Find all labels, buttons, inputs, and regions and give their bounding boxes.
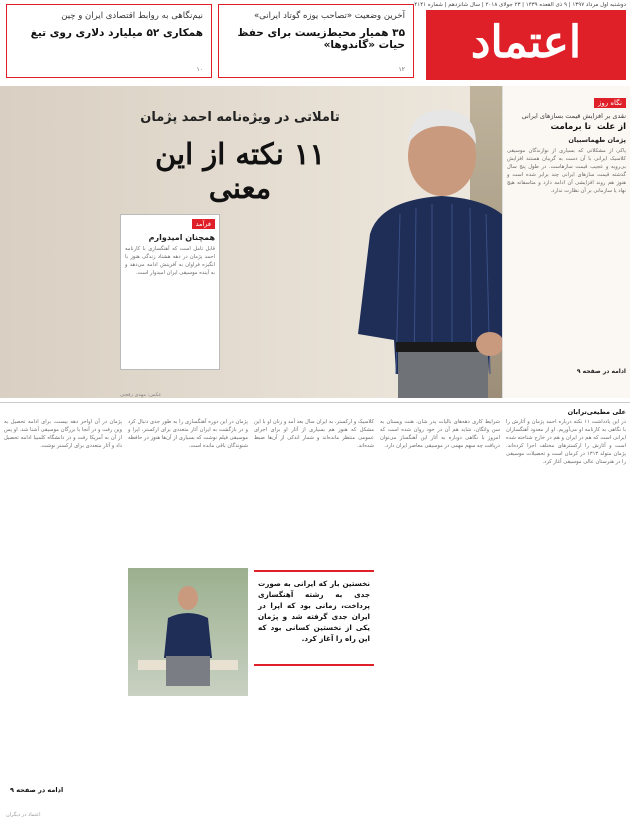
continued-link[interactable]: ادامه در صفحه ۹: [10, 786, 64, 794]
box-tag: فرآمد: [192, 219, 215, 229]
lead-headline-block: [120, 110, 360, 205]
box-title[interactable]: همچنان امیدوارم: [148, 233, 215, 242]
box-body: قابل تامل است که آهنگسازی با کارنامه احمد پژمان در دهه هشتاد زندگی هنوز با انگیزه فراوان به آفرینش ادامه می‌دهد و به آینده موسیقی ایران امیدوار است.: [125, 246, 215, 276]
sidebar-subtitle: نقدی بر افزایش قیمت بسازهای ایرانی: [521, 112, 626, 120]
promo-title[interactable]: ۳۵ همیار محیط‌زیست برای حفظ حیات «گاندوها»: [237, 27, 405, 51]
lead-subtitle: تاملاتی در ویژه‌نامه احمد پژمان: [140, 110, 340, 125]
sidebar-title[interactable]: از علت‌ ‌ ‌تا برمامت: [550, 122, 626, 133]
article-column-2: شرایط کاری دهه‌های بالیات پدر شان، هنت ویستان‌ به‌ سن ‌واتگان، شاید هم آن در خود روان شده است که امروز با نگاهی دوباره به آثار این آهنگساز می‌توان دریافت چه سهم مهمی در موسیقی معاصر ایران دارد.: [380, 419, 500, 449]
article-column-4: پژمان در این دوره آهنگسازی را به طور جدی دنبال کرد و در بازگشت به ایران آثار متعددی برای ارکستر، اپرا و موسیقی فیلم نوشت که بسیاری از آن‌ها هنوز در حافظه شنوندگان باقی مانده است.: [128, 419, 248, 449]
promo-page: ۱۲: [398, 66, 405, 73]
promo-page: ۱۰: [196, 66, 203, 73]
interview-box: [120, 214, 220, 370]
promo-subtitle: آخرین وضعیت «تصاحب یوزه گوتاد ایرانی»: [253, 11, 405, 21]
photo-credit: عکس: مهدی رفعتی: [120, 392, 162, 398]
secondary-photo: [128, 568, 248, 696]
article-author: علی مطیعی‌ترابان: [567, 408, 626, 416]
newspaper-logo[interactable]: اعتماد: [426, 10, 626, 80]
article-column-1: در این یادداشت ۱۱ نکته درباره احمد پژمان و آثارش را با نگاهی به کارنامه او می‌آوریم. او از معدود آهنگسازان ایرانی است که هم در ایران و هم در خارج شناخته شده است و آثارش را ارکسترهای مختلف اجرا کرده‌اند. پژمان متولد ۱۳۱۳ در کرمان است و تحصیلات موسیقی را در هنرستان عالی موسیقی آغاز کرد.: [506, 419, 627, 465]
promo-subtitle: نیم‌نگاهی به روابط اقتصادی ایران و چین: [61, 11, 203, 21]
divider: [0, 402, 630, 403]
article-column-5: پژمان در آن اواخر دهه بیست، برای ادامه تحصیل به وین رفت و در آنجا با بزرگان موسیقی آشنا شد. او پس از آن به آمریکا رفت و در دانشگاه کلمبیا ادامه تحصیل داد و آثار متعددی برای ارکستر نوشت.: [4, 419, 122, 449]
footer: اعتماد در دیگران: [6, 812, 41, 818]
sidebar-author: پژمان طهماسبیان: [568, 136, 626, 145]
promo-box-economy[interactable]: [6, 4, 212, 78]
opinion-sidebar: [502, 86, 630, 398]
pull-quote: نخستین بار که ایرانی به صورت جدی به رشته آهنگسازی پرداخت، زمانی بود که اپرا در ایران جدی گرفته شد و پژمان یکی از نخستین کسانی بود که این راه را آغاز کرد.: [254, 570, 374, 666]
section-number: ۷: [430, 58, 443, 82]
seated-figure: [128, 568, 248, 696]
masthead: [414, 0, 630, 84]
sidebar-continued[interactable]: ادامه در صفحه ۹: [576, 368, 626, 376]
promo-box-environment[interactable]: [218, 4, 414, 78]
sidebar-tag: نگاه روز: [594, 98, 626, 108]
article-column-3: کلاسیک و ارکستر، به ایران سال بعد آمد و زنان او با این مشکل که هنوز هم بسیاری از آثار او برای اجرای عمومی منتظر مانده‌اند و شمار اندکی از آن‌ها ضبط شده‌اند.: [254, 419, 374, 449]
lead-headline[interactable]: ۱۱ نکته از این معنی: [154, 137, 326, 205]
masthead-date: دوشنبه اول مرداد ۱۳۹۷ | ۹ ذی القعده ۱۴۳۹ | ۲۳ جولای ۲۰۱۸ | سال شانزدهم | شماره ۴۱۴۱: [414, 2, 626, 8]
promo-title[interactable]: همکاری ۵۲ میلیارد دلاری روی تیغ: [30, 27, 203, 39]
sidebar-body: پاکی از مشکلاتی که بسیاری از نوازندگان موسیقی کلاسیک ایرانی با آن دست به گریبان هستند افزایش بی‌رویه و عجیب قیمت سازهاست. در طول پنج سال گذشته قیمت سازهای ایرانی چند برابر شده است و هنوز هم روند افزایشی آن ادامه دارد و متاسفانه هیچ نهاد یا سازمانی بر آن نظارت ندارد.: [507, 148, 626, 195]
